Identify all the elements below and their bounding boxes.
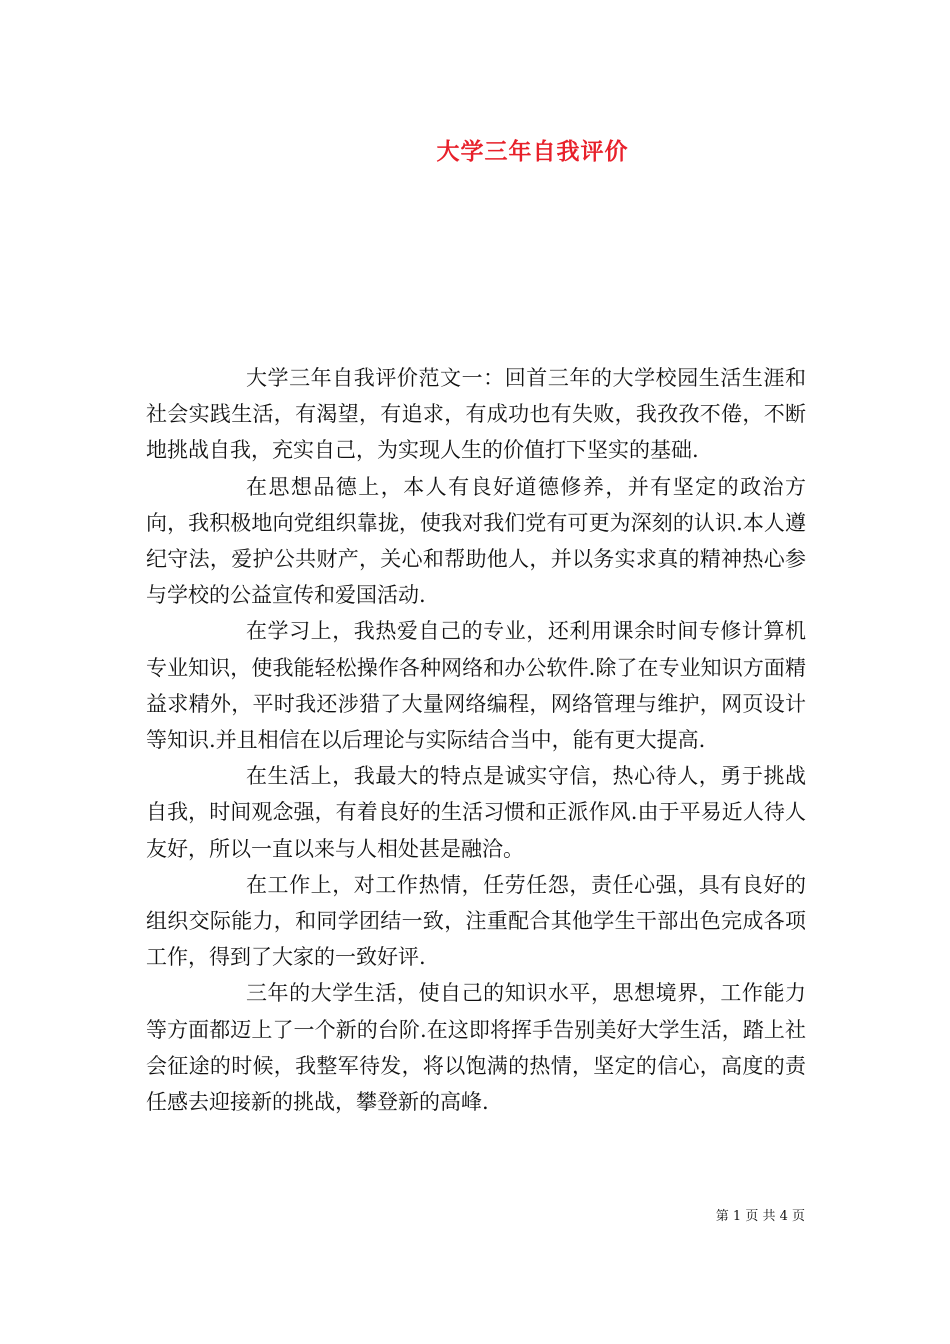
page-number-footer [716, 1205, 805, 1224]
page-number-label: 第 1 页 共 4 页 [715, 1209, 805, 1224]
paragraph-ideology: 在思想品德上，本人有良好道德修养，并有坚定的政治方向，我积极地向党组织靠拢，使我对我们党有可更为深刻的认识.本人遵纪守法，爱护公共财产，关心和帮助他人，并以务实求真的精神热心参与学校的公益宣传和爱国活动. [146, 474, 806, 608]
paragraph-work: 在工作上，对工作热情，任劳任怨，责任心强，具有良好的组织交际能力，和同学团结一致，注重配合其他学生干部出色完成各项工作，得到了大家的一致好评. [146, 872, 806, 970]
paragraph-intro: 大学三年自我评价范文一：回首三年的大学校园生活生涯和社会实践生活，有渴望，有追求，有成功也有失败，我孜孜不倦，不断地挑战自我，充实自己，为实现人生的价值打下坚实的基础. [146, 366, 806, 463]
paragraph-study: 在学习上，我热爱自己的专业，还利用课余时间专修计算机专业知识，使我能轻松操作各种网络和办公软件.除了在专业知识方面精益求精外，平时我还涉猎了大量网络编程，网络管理与维护，网页设计等知识.并且相信在以后理论与实际结合当中，能有更大提高. [146, 619, 806, 753]
paragraph-life: 在生活上，我最大的特点是诚实守信，热心待人，勇于挑战自我，时间观念强，有着良好的生活习惯和正派作风.由于平易近人待人友好，所以一直以来与人相处甚是融洽。 [146, 764, 806, 861]
paragraph-conclusion: 三年的大学生活，使自己的知识水平，思想境界，工作能力等方面都迈上了一个新的台阶.在这即将挥手告别美好大学生活，踏上社会征途的时候，我整军待发，将以饱满的热情，坚定的信心，高度的责任感去迎接新的挑战，攀登新的高峰. [146, 981, 806, 1115]
document-body [146, 360, 806, 1120]
document-title: 大学三年自我评价 [436, 138, 629, 165]
